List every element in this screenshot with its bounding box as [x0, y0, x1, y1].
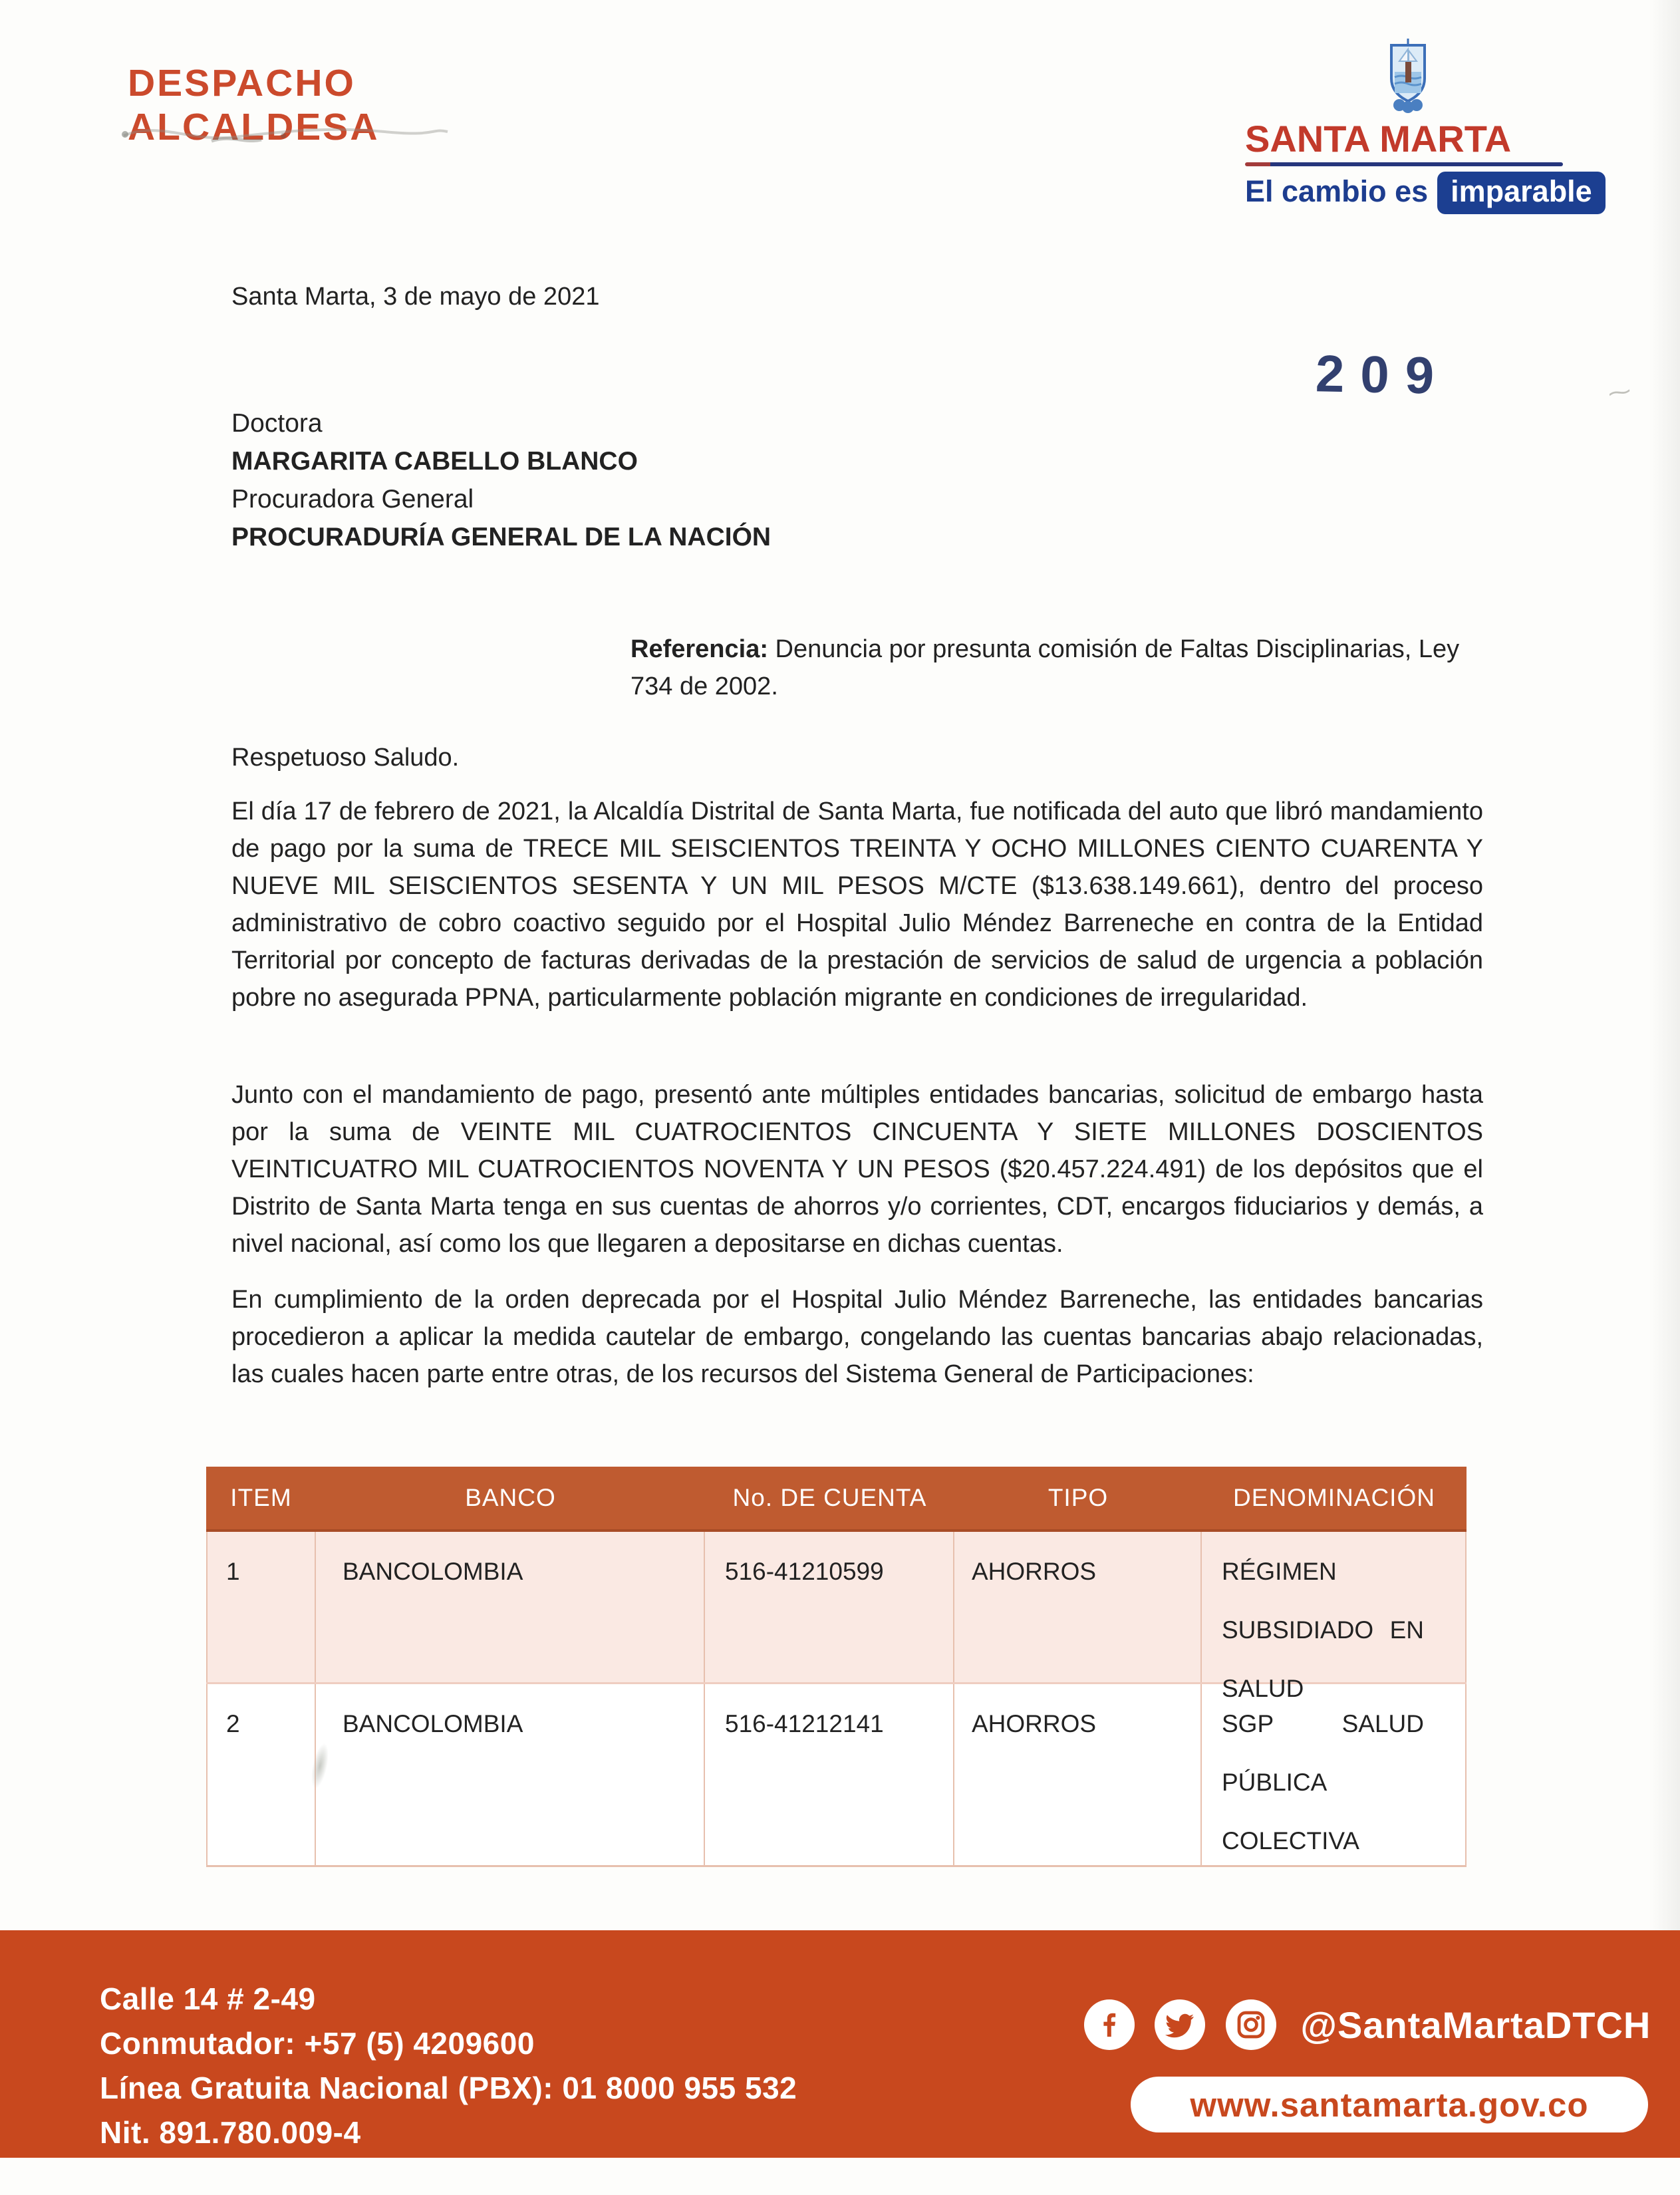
city-crest-icon	[1386, 37, 1430, 114]
recipient-title: Procuradora General	[231, 485, 474, 513]
cell-denominacion: SGP SALUD PÚBLICA COLECTIVA	[1202, 1684, 1467, 1865]
twitter-icon	[1155, 1999, 1205, 2050]
scan-edge-artifact	[1649, 0, 1680, 1930]
table-header-cuenta: No. DE CUENTA	[732, 1484, 927, 1511]
brand-underline	[1245, 162, 1563, 166]
brand-tagline-badge: imparable	[1437, 172, 1606, 214]
table-row	[206, 1684, 1467, 1867]
pen-scribble-artifact	[112, 101, 458, 154]
cell-cuenta: 516-41212141	[705, 1684, 954, 1865]
social-row	[1084, 1999, 1651, 2051]
recipient-name: MARGARITA CABELLO BLANCO	[231, 447, 638, 476]
cell-banco: BANCOLOMBIA	[316, 1532, 705, 1682]
footer-band	[0, 1930, 1680, 2158]
website-url: www.santamarta.gov.co	[1190, 2085, 1589, 2124]
cell-denominacion: RÉGIMEN SUBSIDIADO EN SALUD	[1202, 1532, 1467, 1682]
body-paragraph-3: En cumplimiento de la orden deprecada por el Hospital Julio Méndez Barreneche, las entidades bancarias procedieron a aplicar la medida cautelar de embargo, congelando las cuentas bancarias abajo relacionadas, las cuales hacen parte entre otras, de los recursos del Sistema General de Participaciones:	[231, 1286, 1483, 1388]
cell-tipo: AHORROS	[954, 1684, 1202, 1865]
instagram-icon	[1226, 1999, 1276, 2050]
brand-tagline-text: El cambio es	[1245, 174, 1429, 208]
footer-toll-free: Línea Gratuita Nacional (PBX): 01 8000 955 532	[100, 2071, 797, 2105]
recipient-block	[231, 404, 771, 556]
date-line: Santa Marta, 3 de mayo de 2021	[231, 283, 600, 311]
recipient-entity: PROCURADURÍA GENERAL DE LA NACIÓN	[231, 523, 771, 551]
footer-contact-block	[100, 1977, 797, 2155]
table-header-denominacion: DENOMINACIÓN	[1233, 1484, 1435, 1511]
body-paragraph-1: El día 17 de febrero de 2021, la Alcaldía Distrital de Santa Marta, fue notificada del auto que libró mandamiento de pago por la suma de TRECE MIL SEISCIENTOS TREINTA Y OCHO MILLONES CIENTO CUARENTA Y NUEVE MIL SEISCIENTOS SESENTA Y UN MIL PESOS M/CTE ($13.638.149.661), dentro del proceso administrativo de cobro coactivo seguido por el Hospital Julio Méndez Barreneche en contra de la Entidad Territorial por concepto de facturas derivadas de la prestación de servicios de salud de urgencia a población pobre no asegurada PPNA, particularmente población migrante en condiciones de irregularidad.	[231, 798, 1483, 1012]
reference-label: Referencia:	[630, 635, 768, 663]
body-paragraph-2: Junto con el mandamiento de pago, presentó ante múltiples entidades bancarias, solicitud de embargo hasta por la suma de VEINTE MIL CUATROCIENTOS CINCUENTA Y SIETE MILLONES DOSCIENTOS VEINTICUATRO MIL CUATROCIENTOS NOVENTA Y UN PESOS ($20.457.224.491) de los depósitos que el Distrito de Santa Marta tenga en sus cuentas de ahorros y/o corrientes, CDT, encargos fiduciarios y demás, a nivel nacional, así como los que llegaren a depositarse en dichas cuentas.	[231, 1081, 1483, 1258]
footer-nit: Nit. 891.780.009-4	[100, 2115, 361, 2150]
footer-phone: Conmutador: +57 (5) 4209600	[100, 2026, 535, 2061]
cell-tipo: AHORROS	[954, 1532, 1202, 1682]
brand-tagline	[1245, 172, 1606, 214]
table-row	[206, 1532, 1467, 1702]
recipient-salutation: Doctora	[231, 409, 323, 438]
website-pill	[1131, 2077, 1648, 2132]
office-logo-line2: ALCALDESA	[128, 106, 380, 148]
scan-artifact: ⁓	[1606, 378, 1633, 407]
filing-number-stamp: 209	[1315, 344, 1451, 405]
reference-text: Denuncia por presunta comisión de Faltas Disciplinarias, Ley 734 de 2002.	[630, 635, 1460, 700]
footer-address: Calle 14 # 2-49	[100, 1981, 316, 2016]
table-header-row	[206, 1467, 1467, 1532]
brand-name: SANTA MARTA	[1245, 118, 1512, 160]
office-logo-line1: DESPACHO	[128, 62, 356, 104]
cell-banco: BANCOLOMBIA	[316, 1684, 705, 1865]
facebook-icon	[1084, 1999, 1135, 2050]
greeting-line: Respetuoso Saludo.	[231, 744, 460, 772]
cell-cuenta: 516-41210599	[705, 1532, 954, 1682]
reference-block	[630, 631, 1502, 705]
table-header-banco: BANCO	[465, 1484, 556, 1511]
table-header-item: ITEM	[230, 1484, 292, 1511]
social-handle: @SantaMartaDTCH	[1300, 2003, 1651, 2046]
cell-item: 1	[206, 1532, 316, 1682]
embargoed-accounts-table	[206, 1467, 1467, 1867]
table-header-tipo: TIPO	[1048, 1484, 1109, 1511]
cell-item: 2	[206, 1684, 316, 1865]
